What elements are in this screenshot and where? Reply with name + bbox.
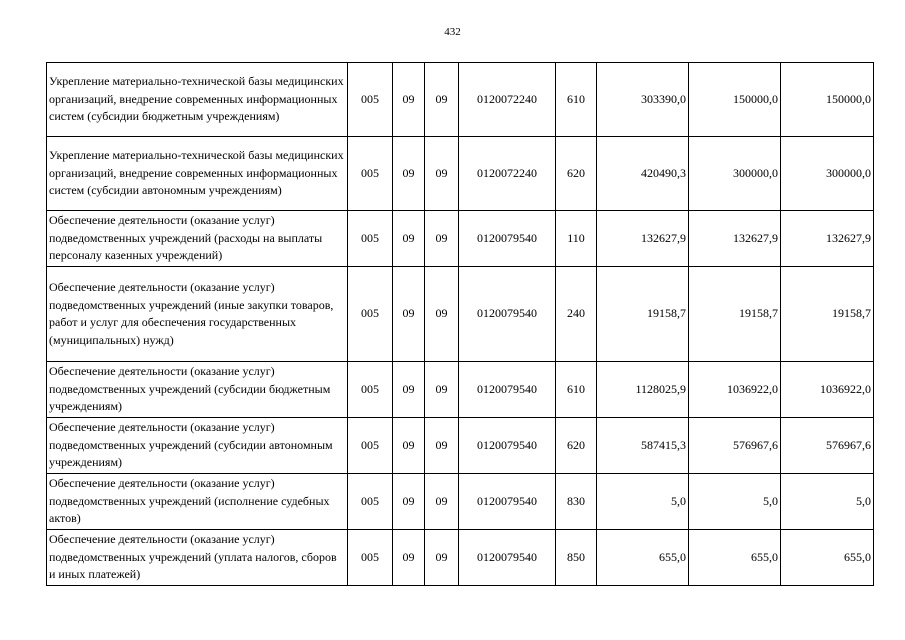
row-sum3: 576967,6 (781, 418, 874, 474)
row-rz: 09 (393, 267, 425, 362)
row-name: Обеспечение деятельности (оказание услуг) подведомственных учреждений (уплата налогов, сборов и иных платежей) (47, 530, 348, 586)
row-rz: 09 (393, 137, 425, 211)
row-sum1: 1128025,9 (597, 362, 689, 418)
row-rz: 09 (393, 530, 425, 586)
row-name: Обеспечение деятельности (оказание услуг) подведомственных учреждений (иные закупки товаров, работ и услуг для обеспечения государственных (муниципальных) нужд) (47, 267, 348, 362)
row-sum2: 576967,6 (689, 418, 781, 474)
row-grbs: 005 (348, 137, 393, 211)
row-name: Укрепление материально-технической базы медицинских организаций, внедрение современных информационных систем (субсидии бюджетным учреждениям) (47, 63, 348, 137)
row-pr: 09 (425, 137, 459, 211)
row-name: Обеспечение деятельности (оказание услуг) подведомственных учреждений (субсидии бюджетным учреждениям) (47, 362, 348, 418)
row-csr: 0120079540 (459, 267, 556, 362)
table-row (47, 211, 874, 267)
row-pr: 09 (425, 63, 459, 137)
row-csr: 0120072240 (459, 63, 556, 137)
row-sum1: 132627,9 (597, 211, 689, 267)
row-name: Обеспечение деятельности (оказание услуг) подведомственных учреждений (расходы на выплаты персоналу казенных учреждений) (47, 211, 348, 267)
row-sum2: 150000,0 (689, 63, 781, 137)
row-rz: 09 (393, 474, 425, 530)
row-sum3: 655,0 (781, 530, 874, 586)
table-row (47, 362, 874, 418)
row-sum1: 5,0 (597, 474, 689, 530)
row-sum3: 150000,0 (781, 63, 874, 137)
row-rz: 09 (393, 418, 425, 474)
row-pr: 09 (425, 211, 459, 267)
row-vr: 620 (556, 418, 597, 474)
page-number: 432 (444, 26, 461, 38)
row-grbs: 005 (348, 211, 393, 267)
row-grbs: 005 (348, 63, 393, 137)
row-csr: 0120079540 (459, 418, 556, 474)
table-row (47, 418, 874, 474)
row-sum3: 300000,0 (781, 137, 874, 211)
row-vr: 830 (556, 474, 597, 530)
row-grbs: 005 (348, 362, 393, 418)
row-pr: 09 (425, 362, 459, 418)
row-name: Обеспечение деятельности (оказание услуг) подведомственных учреждений (исполнение судебных актов) (47, 474, 348, 530)
row-csr: 0120079540 (459, 474, 556, 530)
row-sum1: 19158,7 (597, 267, 689, 362)
row-sum2: 655,0 (689, 530, 781, 586)
row-sum3: 1036922,0 (781, 362, 874, 418)
row-rz: 09 (393, 211, 425, 267)
row-sum3: 5,0 (781, 474, 874, 530)
row-vr: 850 (556, 530, 597, 586)
row-rz: 09 (393, 63, 425, 137)
row-pr: 09 (425, 267, 459, 362)
row-csr: 0120072240 (459, 137, 556, 211)
row-csr: 0120079540 (459, 530, 556, 586)
row-vr: 240 (556, 267, 597, 362)
row-vr: 620 (556, 137, 597, 211)
row-csr: 0120079540 (459, 211, 556, 267)
row-sum2: 5,0 (689, 474, 781, 530)
row-sum2: 1036922,0 (689, 362, 781, 418)
row-pr: 09 (425, 474, 459, 530)
row-sum3: 19158,7 (781, 267, 874, 362)
table-row (47, 137, 874, 211)
budget-table (46, 62, 874, 586)
row-sum2: 300000,0 (689, 137, 781, 211)
row-pr: 09 (425, 530, 459, 586)
row-grbs: 005 (348, 267, 393, 362)
row-sum1: 587415,3 (597, 418, 689, 474)
row-grbs: 005 (348, 474, 393, 530)
row-sum1: 655,0 (597, 530, 689, 586)
row-grbs: 005 (348, 418, 393, 474)
row-sum2: 19158,7 (689, 267, 781, 362)
row-pr: 09 (425, 418, 459, 474)
row-sum1: 303390,0 (597, 63, 689, 137)
row-sum2: 132627,9 (689, 211, 781, 267)
table-row (47, 530, 874, 586)
row-name: Укрепление материально-технической базы медицинских организаций, внедрение современных информационных систем (субсидии автономным учреждениям) (47, 137, 348, 211)
table-row (47, 474, 874, 530)
table-row (47, 267, 874, 362)
row-sum3: 132627,9 (781, 211, 874, 267)
row-vr: 610 (556, 362, 597, 418)
row-vr: 610 (556, 63, 597, 137)
row-rz: 09 (393, 362, 425, 418)
row-name: Обеспечение деятельности (оказание услуг) подведомственных учреждений (субсидии автономным учреждениям) (47, 418, 348, 474)
row-vr: 110 (556, 211, 597, 267)
row-csr: 0120079540 (459, 362, 556, 418)
table-row (47, 63, 874, 137)
row-sum1: 420490,3 (597, 137, 689, 211)
row-grbs: 005 (348, 530, 393, 586)
